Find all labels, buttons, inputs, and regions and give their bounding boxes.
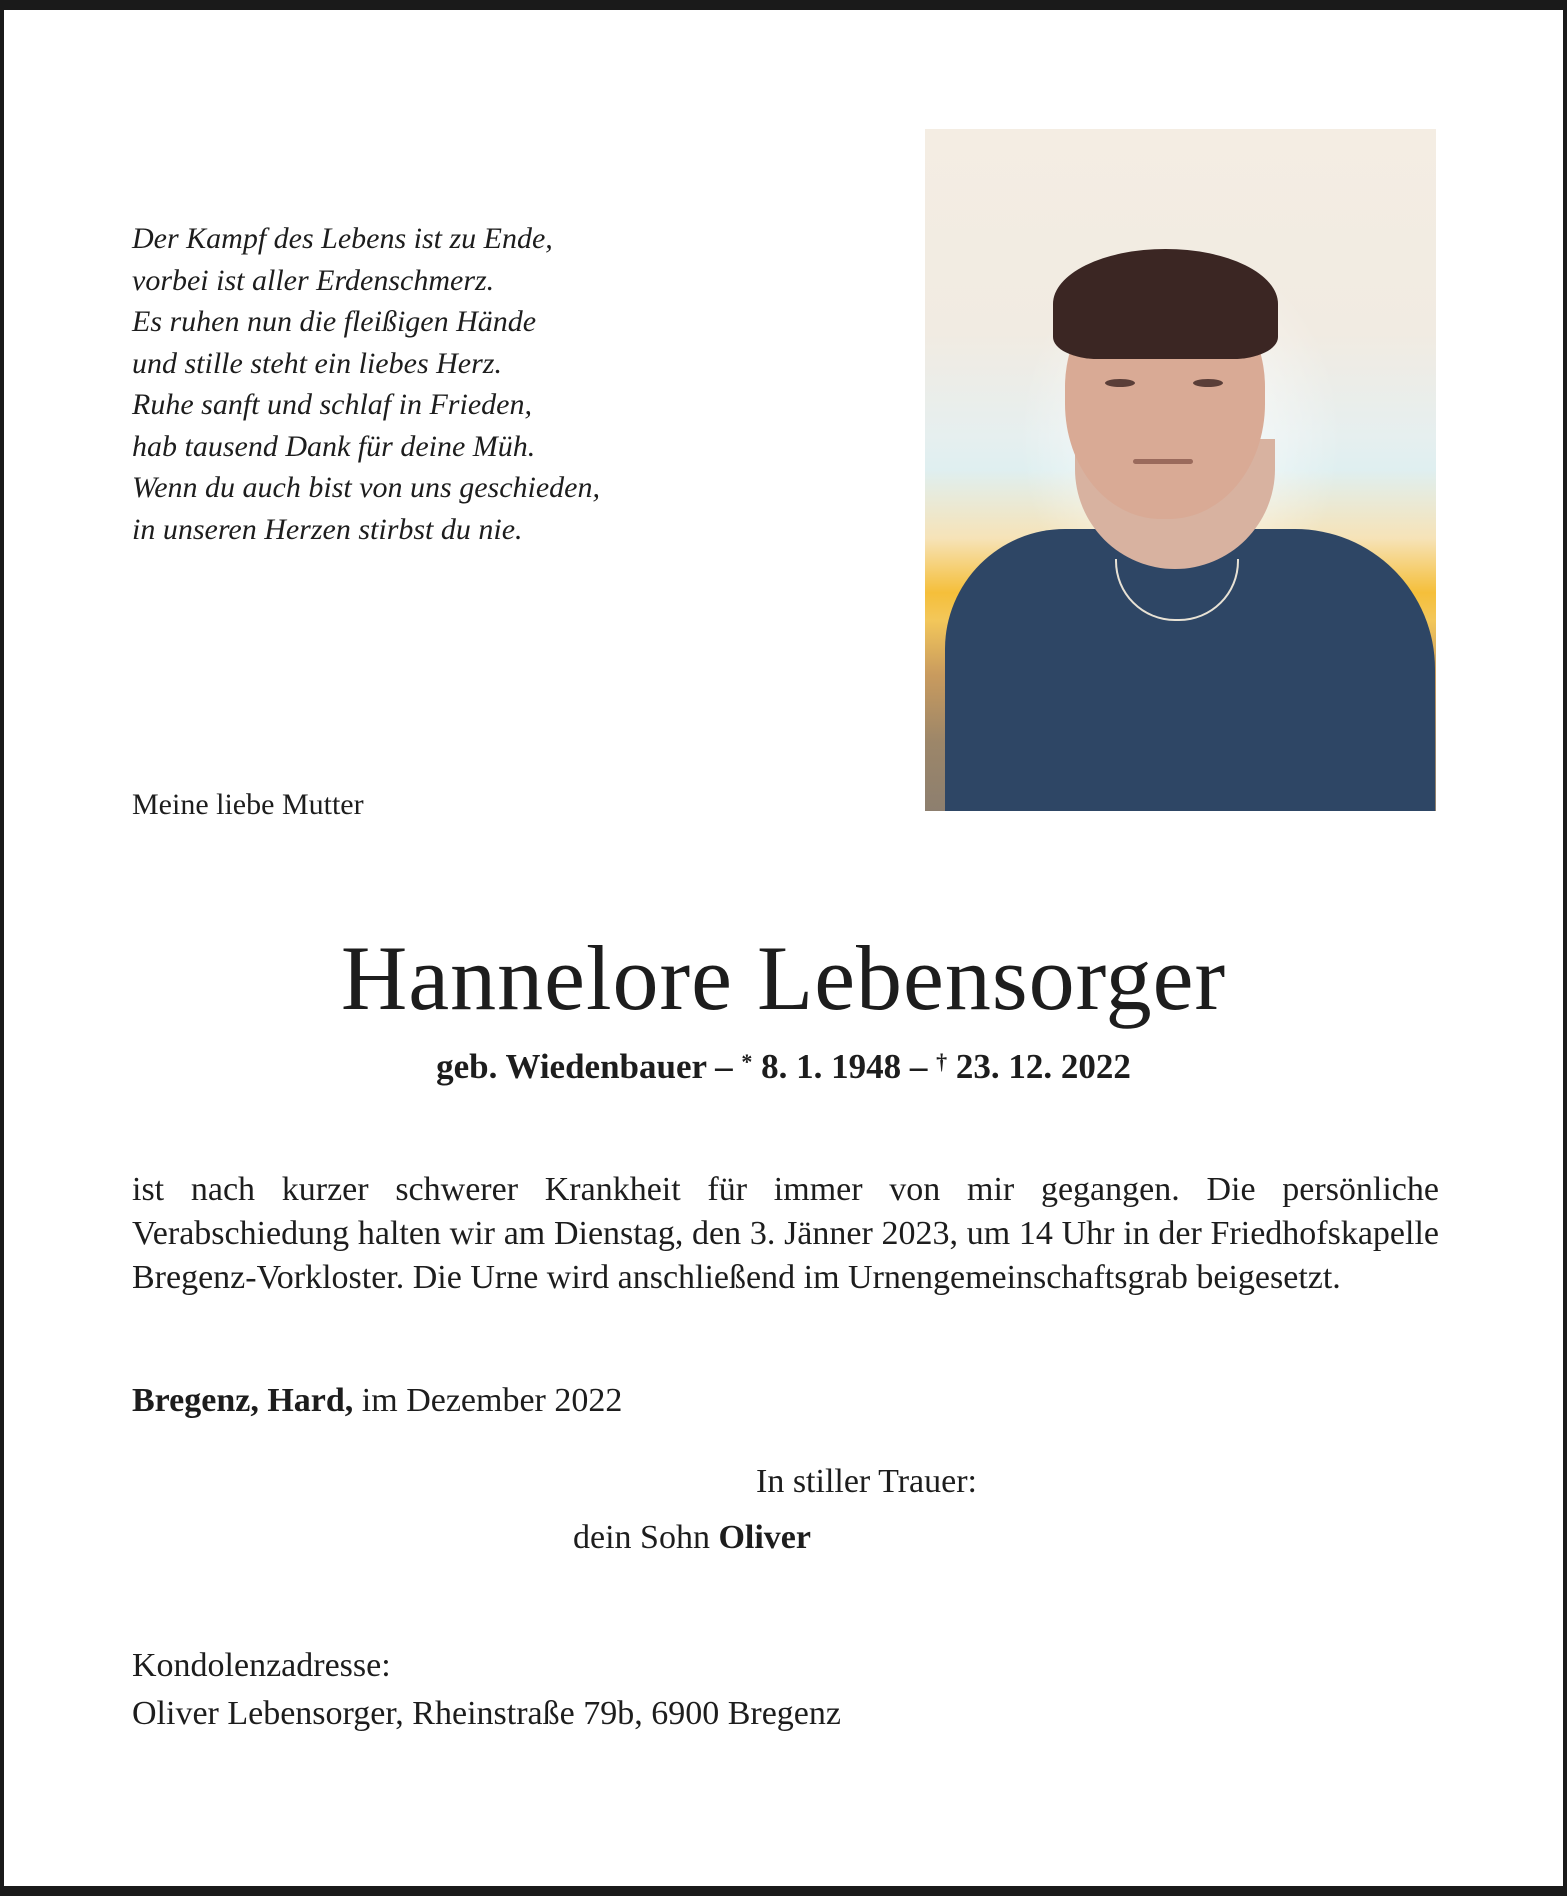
- poem-line: hab tausend Dank für deine Müh.: [132, 429, 536, 463]
- separator: –: [901, 1047, 937, 1086]
- mourning-heading: In stiller Trauer:: [756, 1463, 977, 1500]
- portrait-photo: [925, 129, 1436, 811]
- separator: –: [706, 1047, 742, 1086]
- condolence-address: [132, 1642, 841, 1738]
- poem-line: Wenn du auch bist von uns geschieden,: [132, 471, 600, 504]
- death-date: 23. 12. 2022: [947, 1047, 1131, 1086]
- mourner: [573, 1519, 811, 1557]
- maiden-name: geb. Wiedenbauer: [436, 1047, 707, 1086]
- birth-star-icon: *: [741, 1049, 753, 1074]
- mourner-name: Oliver: [718, 1519, 811, 1556]
- poem-line: Es ruhen nun die fleißigen Hände: [132, 305, 537, 338]
- condolence-label: Kondolenzadresse:: [132, 1647, 391, 1684]
- announcement-text: ist nach kurzer schwerer Krankheit für immer von mir gegangen. Die persönliche Verabschiedung halten wir am Dienstag, den 3. Jänner 2023, um 14 Uhr in der Friedhofskapelle Bregenz-Vorkloster. Die Urne wird anschließend im Urnengemeinschaftsgrab beigesetzt.: [132, 1171, 1439, 1296]
- poem-line: Der Kampf des Lebens ist zu Ende,: [132, 222, 553, 255]
- mourner-relation: dein Sohn: [573, 1519, 719, 1556]
- place-date: [132, 1382, 622, 1420]
- poem-line: und stille steht ein liebes Herz.: [132, 346, 502, 380]
- life-dates: [4, 1047, 1563, 1087]
- poem: [132, 218, 600, 550]
- poem-line: Ruhe sanft und schlaf in Frieden,: [132, 388, 532, 421]
- date: im Dezember 2022: [353, 1382, 623, 1419]
- death-cross-icon: †: [936, 1049, 948, 1074]
- intro-text: Meine liebe Mutter: [132, 788, 364, 821]
- poem-line: in unseren Herzen stirbst du nie.: [132, 512, 523, 546]
- place: Bregenz, Hard,: [132, 1382, 354, 1419]
- poem-line: vorbei ist aller Erdenschmerz.: [132, 263, 495, 297]
- deceased-name: Hannelore Lebensorger: [340, 927, 1227, 1029]
- birth-date: 8. 1. 1948: [752, 1047, 902, 1086]
- condolence-address-text: Oliver Lebensorger, Rheinstraße 79b, 6900 Bregenz: [132, 1695, 841, 1732]
